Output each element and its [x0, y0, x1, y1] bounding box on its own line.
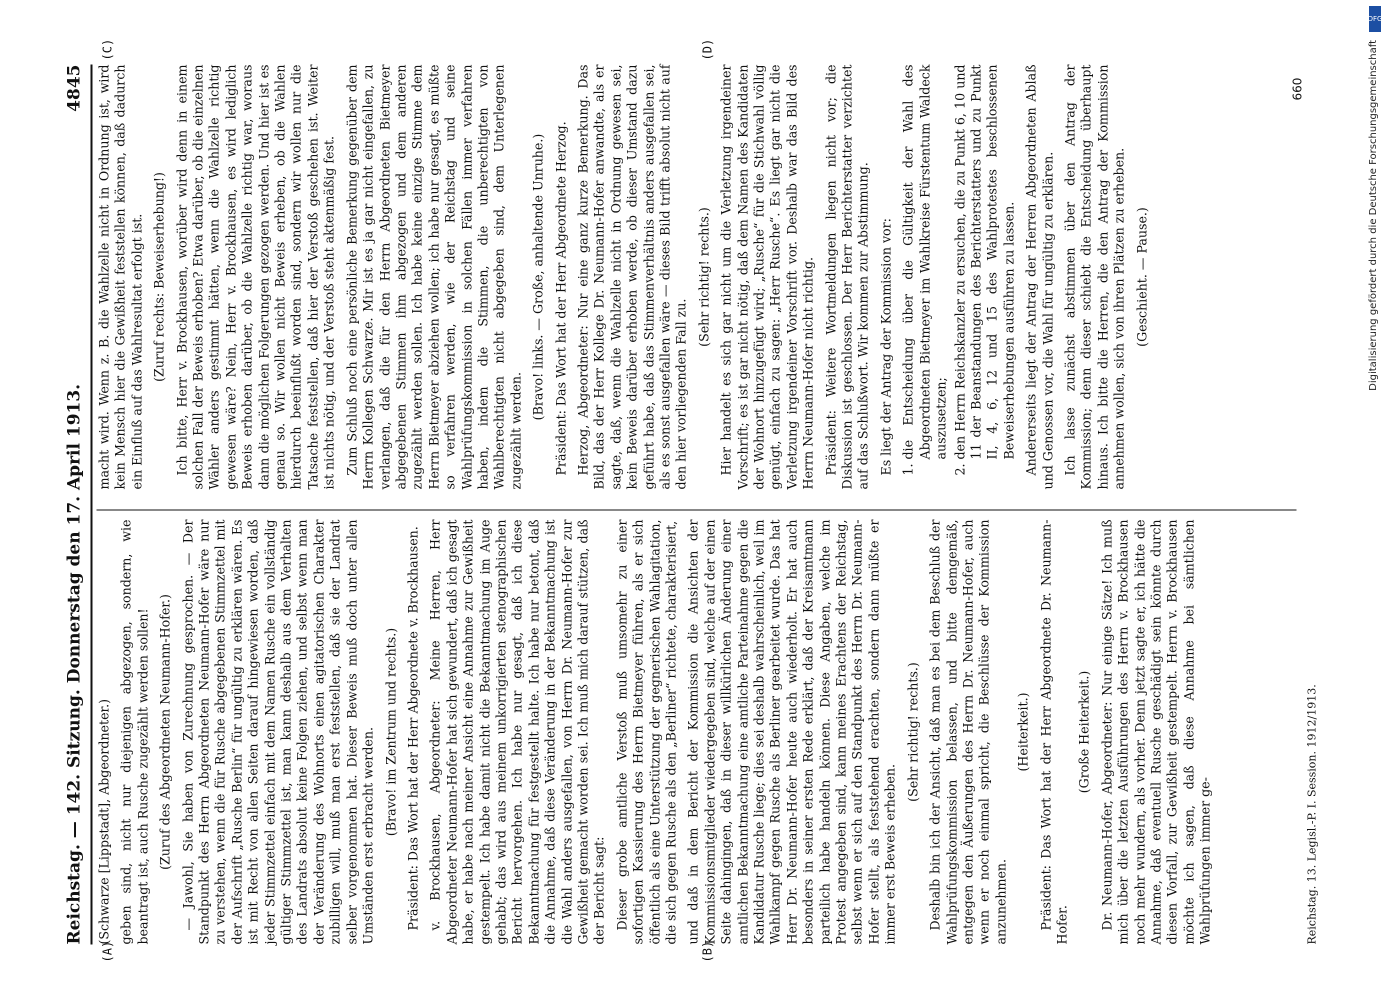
paragraph: — Jawohl, Sie haben von Zurechnung gesprochen. — Der Standpunkt des Herrn Abgeordneten Neumann-Hofer wäre nur zu verstehen, wenn die für Rusche abgegebenen Stimmzettel mit der Aufschrift „Rusche Berlin“ für ungültig zu erklären wären. Es ist mit Recht von allen Seiten darauf hingewiesen worden, daß jeder Stimmzettel einfach mit dem Namen Rusche ein vollständig gültiger Stimmzettel ist, man kann deshalb aus dem Verhalten des Landrats absolut keine Folgen ziehen, und selbst wenn man der Veränderung des Wohnorts einen agitatorischen Charakter zubilligen will, muß man erst feststellen, daß sie der Landrat selber vorgenommen hat. Dieser Beweis muß doch unter allen Umständen erst erbracht werden. [179, 519, 376, 944]
paragraph: und daß in dem Bericht der Kommission die Ansichten der Kommissionsmitglieder wiedergegeben sind, welche auf der einen Seite dahingingen, daß in dieser willkürlichen Änderung einer amtlichen Bekanntmachung eine amtliche Parteinahme gegen die Kandidatur Rusche liege; dies sei deshalb wahrscheinlich, weil im Wahlkampf gegen Rusche als Berliner gearbeitet wurde. Das hat Herr Dr. Neumann-Hofer heute auch wiederholt. Er hat auch besonders in seiner ersten Rede erklärt, daß der Kreisamtmann parteilich habe handeln können. Diese Angaben, welche im Protest angegeben sind, kann meines Erachtens der Reichstag, selbst wenn er sich auf den Standpunkt des Herrn Dr. Neumann-Hofer stellt, als feststehend erachten, sondern dann müßte er immer erst Beweis erheben. [685, 519, 898, 944]
motion-item: 1. die Entscheidung über die Gültigkeit der Wahl des Abgeordneten Bietmeyer im Wahlkreise Fürstentum Waldeck auszusetzen; [900, 64, 949, 459]
paragraph: Präsident: Das Wort hat der Herr Abgeordnete v. Brockhausen. [404, 525, 420, 930]
paragraph: Ich lasse zunächst abstimmen über den Antrag der Kommission; denn dieser schiebt die Entscheidung überhaupt hinaus. Ich bitte die Herren, die den Antrag der Kommission annehmen wollen, sich von ihren Plätzen zu erheben. [1061, 64, 1127, 489]
paragraph: Deshalb bin ich der Ansicht, daß man es bei dem Beschluß der Wahlprüfungskommission belassen, und bitte demgemäß, entgegen den Äußerungen des Herrn Dr. Neumann-Hofer, auch wenn er noch einmal spricht, die Beschlüsse der Kommission anzunehmen. [927, 519, 1008, 944]
paragraph: Dr. Neumann-Hofer, Abgeordneter: Nur einige Sätze! Ich muß mich über die letzten Ausführungen des Herrn v. Brockhausen noch mehr wundern, als vorher. Denn jetzt sagte er, ich hätte die Annahme, daß eventuell Rusche geschädigt sein könnte durch diesen Vorfall, zur Gewißheit gestempelt. Herrn v. Brockhausen möchte ich sagen, daß diese Annahme bei sämtlichen Wahlprüfungen immer ge- [1098, 519, 1213, 944]
interjection: (Sehr richtig! rechts.) [695, 206, 711, 347]
header-page-number: 4845 [64, 64, 84, 112]
motion-list [900, 64, 1017, 473]
paragraph: Dieser grobe amtliche Verstoß muß umsomehr zu einer sofortigen Kassierung des Herrn Bietmeyer führen, als er sich öffentlich als eine Unterstützung der gegnerischen Wahlagitation, die sich gegen Rusche als den „Berliner“ richtete, charakterisiert, [613, 519, 678, 944]
scan-page-number: 660 [1290, 77, 1304, 100]
interjection: (Große Heiterkeit.) [1076, 670, 1092, 793]
column-divider [96, 509, 1296, 510]
paragraph: Herzog, Abgeordneter: Nur eine ganz kurze Bemerkung. Das Bild, das der Herr Kollege Dr. Neumann-Hofer anwandte, als er sagte, daß, wenn die Wahlzelle nicht in Ordnung gewesen sei, kein Beweis darüber erhoben werde, ob dieser Umstand dazu geführt habe, daß das Stimmenverhältnis anders ausgefallen sei, als es sonst ausgefallen wäre — dieses Bild trifft absolut nicht auf den hier vorliegenden Fall zu. [574, 64, 689, 489]
marker-c: (C) [100, 38, 114, 60]
interjection: (Heiterkeit.) [1015, 692, 1031, 771]
interjection: (Zuruf des Abgeordneten Neumann-Hofer.) [157, 593, 173, 870]
page-footer: Reichstag. 13. Legisl.-P. I. Session. 1912/1913. [1305, 683, 1318, 944]
paragraph: geben sind, nicht nur diejenigen abgezogen, sondern, wie beantragt ist, auch Rusche zugezählt werden sollen! [118, 519, 150, 944]
interjection: (Bravo! im Zentrum und rechts.) [382, 627, 398, 836]
paragraph: (Schwarze [Lippstadt], Abgeordneter.) [96, 698, 111, 944]
left-column [96, 519, 1311, 944]
interjection: (Bravo! links. — Große, anhaltende Unruhe.) [530, 133, 546, 420]
interjection: (Zuruf rechts: Beweiserhebung!) [151, 171, 167, 382]
marker-d: (D) [700, 38, 714, 60]
paragraph: Es liegt der Antrag der Kommission vor: [877, 217, 893, 475]
paragraph: Hier handelt es sich gar nicht um die Verletzung irgendeiner Vorschrift; es ist gar nicht nötig, daß dem Namen des Kandidaten der Wohnort hinzugefügt wird; „Rusche“ für die Stichwahl völlig genügt, einfach zu sagen: „Herr Rusche“. Es liegt gar nicht die Verletzung irgendeiner Vorschrift vor. Deshalb war das Bild des Herrn Neumann-Hofer nicht richtig. [718, 64, 816, 489]
running-header [60, 64, 92, 944]
interjection: (Geschieht. — Pause.) [1133, 206, 1149, 347]
paragraph: Präsident: Das Wort hat der Herr Abgeordnete Dr. Neumann-Hofer. [1037, 519, 1069, 944]
paragraph: macht wird. Wenn z. B. die Wahlzelle nicht in Ordnung ist, wird kein Mensch hier die Gewißheit feststellen können, daß dadurch ein Einfluß auf das Wahlresultat erfolgt ist. [96, 64, 144, 489]
paragraph: Zum Schluß noch eine persönliche Bemerkung gegenüber dem Herrn Kollegen Schwarze. Mir ist es ja gar nicht eingefallen, zu verlangen, daß die für den Herrn Abgeordneten Bietmeyer abgegebenen Stimmen ihm abgezogen und dem anderen zugezählt werden sollen. Ich habe keine einzige Stimme dem Herrn Bietmeyer abziehen wollen; ich habe nur gesagt, es müßte so verfahren werden, wie der Reichstag und seine Wahlprüfungskommission in solchen Fällen immer verfahren haben, indem die Stimmen, die unberechtigten von Wahlberechtigten nicht abgegeben sind, dem Unterlegenen zugezählt werden. [343, 64, 523, 489]
marker-a: (A) [100, 940, 114, 962]
header-title: Reichstag. — 142. Sitzung. Donnerstag den 17. April 1913. [64, 383, 84, 944]
interjection: (Sehr richtig! rechts.) [904, 661, 920, 802]
paragraph: v. Brockhausen, Abgeordneter: Meine Herren, Herr Abgeordneter Neumann-Hofer hat sich gewundert, daß ich gesagt habe, er habe nach meiner Ansicht eine Annahme zur Gewißheit gestempelt. Ich habe damit nicht die Bekanntmachung im Auge gehabt; das wird aus meinem unkorrigierten stenographischen Bericht hervorgehen. Ich habe nur gesagt, daß ich diese Bekanntmachung für festgestellt halte. Ich habe nur betont, daß die Annahme, daß diese Veränderung in der Bekanntmachung ist die Wahl anders ausgefallen, von Herrn Dr. Neumann-Hofer zur Gewißheit gemacht worden sei. Ich muß mich darauf stützen, daß der Bericht sagt: [427, 519, 607, 944]
paragraph: Ich bitte, Herr v. Brockhausen, worüber wird denn in einem solchen Fall der Beweis erhoben? Etwa darüber, ob die einzelnen Wähler anders gestimmt hätten, wenn die Wahlzelle richtig gewesen wäre? Nein, Herr v. Brockhausen, es wird lediglich Beweis erhoben darüber, ob die Wahlzelle richtig war, woraus dann die möglichen Folgerungen gezogen werden. Und hier ist es genau so. Wir wollen nicht Beweis erheben, ob die Wahlen hierdurch beeinflußt worden sind, sondern wir wollen nur die Tatsache feststellen, daß hier der Verstoß geschehen ist. Weiter ist nichts nötig, und der Verstoß steht aktenmäßig fest. [173, 64, 337, 489]
paragraph: Präsident: Das Wort hat der Herr Abgeordnete Herzog. [552, 120, 568, 475]
right-column [96, 64, 1311, 489]
paragraph: Andererseits liegt der Antrag der Herren Abgeordneten Ablaß und Genossen vor, die Wahl für ungültig zu erklären. [1023, 64, 1055, 489]
marker-b: (B) [700, 940, 714, 962]
digitization-credit: Digitalisierung gefördert durch die Deutsche Forschungsgemeinschaft [1368, 40, 1379, 391]
motion-item: 2. den Herrn Reichskanzler zu ersuchen, die zu Punkt 6, 10 und 11 der Beanstandungen des Berichterstatters und zu Punkt II, 4, 6, 12 und 15 des Wahlprotestes beschlossenen Beweiserhebungen ausführen zu lassen. [952, 64, 1018, 459]
paragraph: Präsident: Weitere Wortmeldungen liegen nicht vor; die Diskussion ist geschlossen. Der Herr Berichterstatter verzichtet auf das Schlußwort. Wir kommen zur Abstimmung. [822, 64, 871, 489]
dfg-logo: DFG [1369, 6, 1381, 32]
